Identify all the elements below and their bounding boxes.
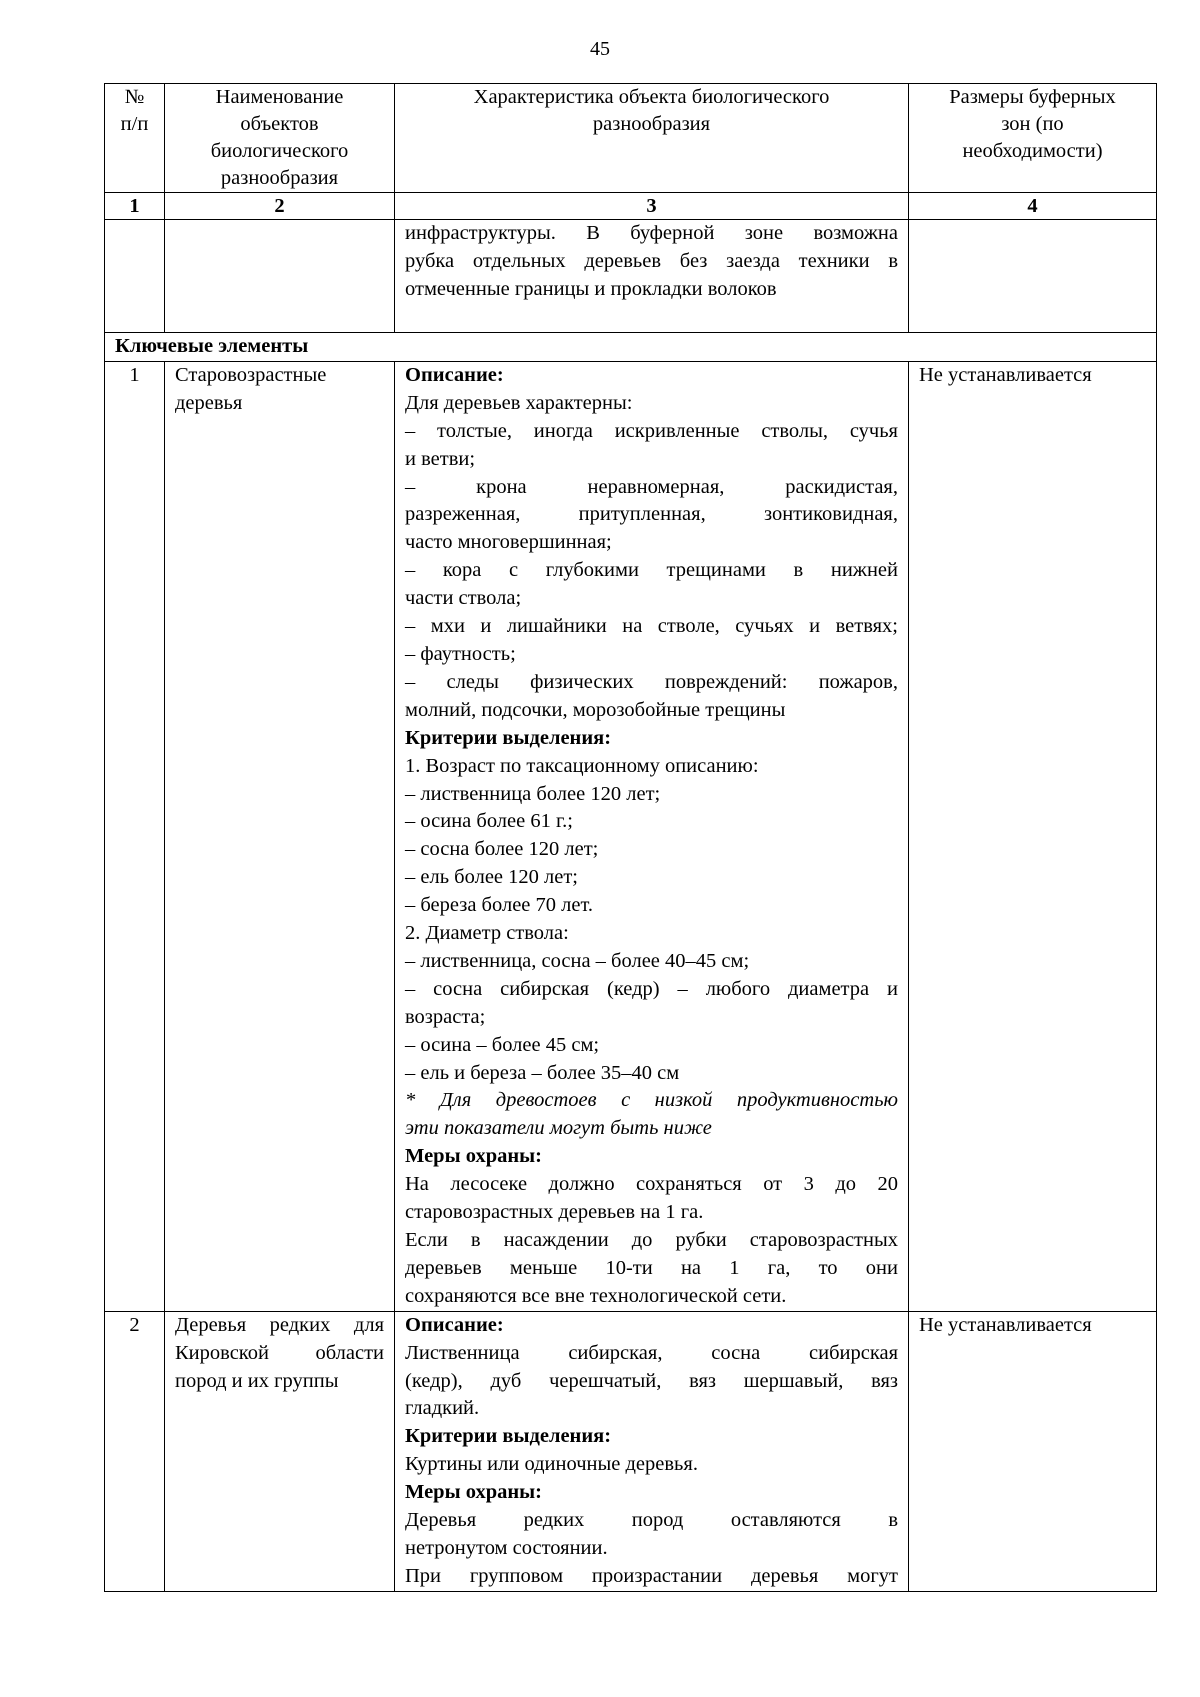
column-number: 4 [909, 193, 1157, 220]
biodiversity-table [104, 83, 1157, 1592]
measures-heading: Меры охраны: [405, 1481, 542, 1504]
buffer-size: Не устанавливается [909, 361, 1157, 1311]
table-header-row [105, 84, 1157, 193]
criteria-heading: Критерии выделения: [405, 726, 612, 749]
column-number: 3 [395, 193, 909, 220]
page-number: 45 [590, 38, 610, 60]
criteria-heading: Критерии выделения: [405, 1425, 612, 1448]
continuation-text: инфраструктуры. В буферной зоне возможна рубка отдельных деревьев без заезда техники в отмеченные границы и прокладки волоков [395, 220, 909, 333]
object-characteristic: Описание: Для деревьев характерны: – толстые, иногда искривленные стволы, сучья и ветви; – крона неравномерная, раскидистая, разреженная, притупленная, зонтиковидная, часто многовершинная; – кора с глубокими трещинами в нижней части ствола; – мхи и лишайники на стволе, сучьях и ветвях; – фаутность; – следы физических повреждений: пожаров, молний, подсочки, морозобойные трещины Критерии выделения: 1. Возраст по таксационному описанию: – лиственница более 120 лет; – осина более 61 г.; – сосна более 120 лет; – ель более 120 лет; – береза более 70 лет. 2. Диаметр ствола: – лиственница, сосна – более 40–45 см; – сосна сибирская (кедр) – любого диаметра и возраста; – осина – более 45 см; – ель и береза – более 35–40 см * Для древостоев с низкой продуктивностью эти показатели могут быть ниже Меры охраны: На лесосеке должно сохраняться от 3 до 20 старовозрастных деревьев на 1 га. Если в насаждении до рубки старовозрастных деревьев меньше 10-ти на 1 га, то они сохраняются все вне технологической сети. [395, 361, 909, 1311]
object-name: Старовозрастные деревья [165, 361, 395, 1311]
header-col-characteristic: Характеристика объекта биологического разнообразия [395, 84, 909, 193]
row-number: 2 [105, 1311, 165, 1591]
table-row [105, 361, 1157, 1311]
description-heading: Описание: [405, 363, 504, 386]
row-number: 1 [105, 361, 165, 1311]
note-text: * Для древостоев с низкой продуктивностью [405, 1089, 898, 1112]
section-row [105, 333, 1157, 362]
header-col-buffer: Размеры буферных зон (по необходимости) [909, 84, 1157, 193]
header-col-name: Наименование объектов биологического разнообразия [165, 84, 395, 193]
header-col-number: № п/п [105, 84, 165, 193]
column-number: 2 [165, 193, 395, 220]
column-number-row [105, 193, 1157, 220]
table-row [105, 1311, 1157, 1591]
note-text: эти показатели могут быть ниже [405, 1117, 712, 1140]
section-title: Ключевые элементы [105, 333, 1157, 362]
object-name: Деревья редких для Кировской области пород и их группы [165, 1311, 395, 1591]
measures-heading: Меры охраны: [405, 1145, 542, 1168]
description-heading: Описание: [405, 1313, 504, 1336]
continuation-row [105, 220, 1157, 333]
column-number: 1 [105, 193, 165, 220]
buffer-size: Не устанавливается [909, 1311, 1157, 1591]
object-characteristic: Описание: Лиственница сибирская, сосна сибирская (кедр), дуб черешчатый, вяз шершавый, вяз гладкий. Критерии выделения: Куртины или одиночные деревья. Меры охраны: Деревья редких пород оставляются в нетронутом состоянии. При групповом произрастании деревья могут [395, 1311, 909, 1591]
